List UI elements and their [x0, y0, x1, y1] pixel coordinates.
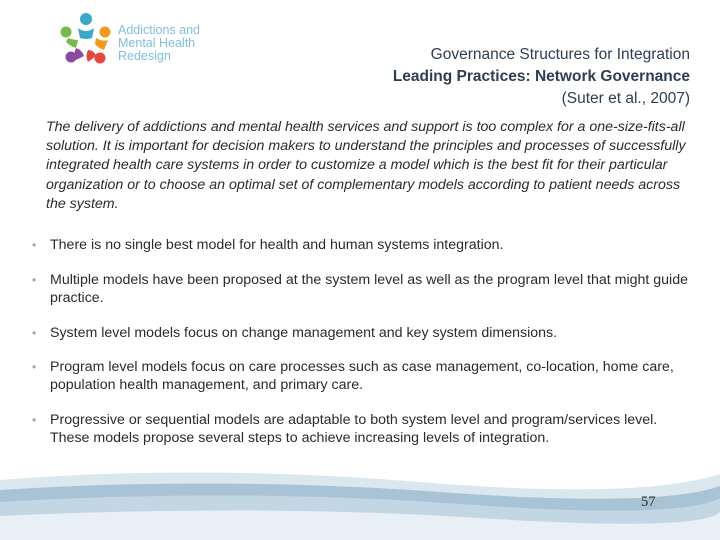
page-number: 57 — [641, 494, 656, 510]
logo-line-2: Mental Health — [118, 36, 196, 50]
slide-title: Governance Structures for Integration — [430, 46, 690, 63]
bullet-text: Progressive or sequential models are adaptable to both system level and program/services level. These models propose several steps to achieve increasing levels of integration. — [50, 412, 658, 446]
logo-line-1: Addictions and — [118, 23, 201, 37]
list-item — [32, 358, 692, 394]
bullet-icon: • — [32, 273, 37, 287]
organization-logo — [48, 6, 208, 72]
bullet-text: Multiple models have been proposed at the system level as well as the program level that might guide practice. — [50, 272, 688, 306]
footer-wave-decoration — [0, 468, 720, 540]
list-item — [32, 271, 692, 307]
bullet-text: System level models focus on change management and key system dimensions. — [50, 325, 558, 341]
bullet-icon: • — [32, 413, 37, 427]
bullet-text: There is no single best model for health and human systems integration. — [50, 237, 504, 253]
list-item — [32, 236, 692, 254]
list-item — [32, 411, 692, 447]
list-item — [32, 324, 692, 342]
logo-wordmark — [118, 24, 200, 63]
slide-header — [270, 44, 690, 110]
people-circle-logo-icon — [58, 10, 114, 68]
slide-citation: (Suter et al., 2007) — [561, 90, 690, 107]
slide-subtitle: Leading Practices: Network Governance — [392, 68, 690, 85]
bullet-icon: • — [32, 238, 37, 252]
bullet-list — [32, 236, 692, 447]
logo-line-3: Redesign — [118, 49, 171, 63]
bullet-text: Program level models focus on care processes such as case management, co-location, home care, population health management, and primary care. — [50, 359, 674, 393]
bullet-icon: • — [32, 360, 37, 374]
bullet-icon: • — [32, 326, 37, 340]
intro-paragraph: The delivery of addictions and mental health services and support is too complex for a one-size-fits-all solution. It is important for decision makers to understand the principles and processes of successfully integrated health care systems in order to customize a model which is the best fit for their particular organization or to choose an optimal set of complementary models according to patient needs across the system. — [46, 119, 686, 212]
